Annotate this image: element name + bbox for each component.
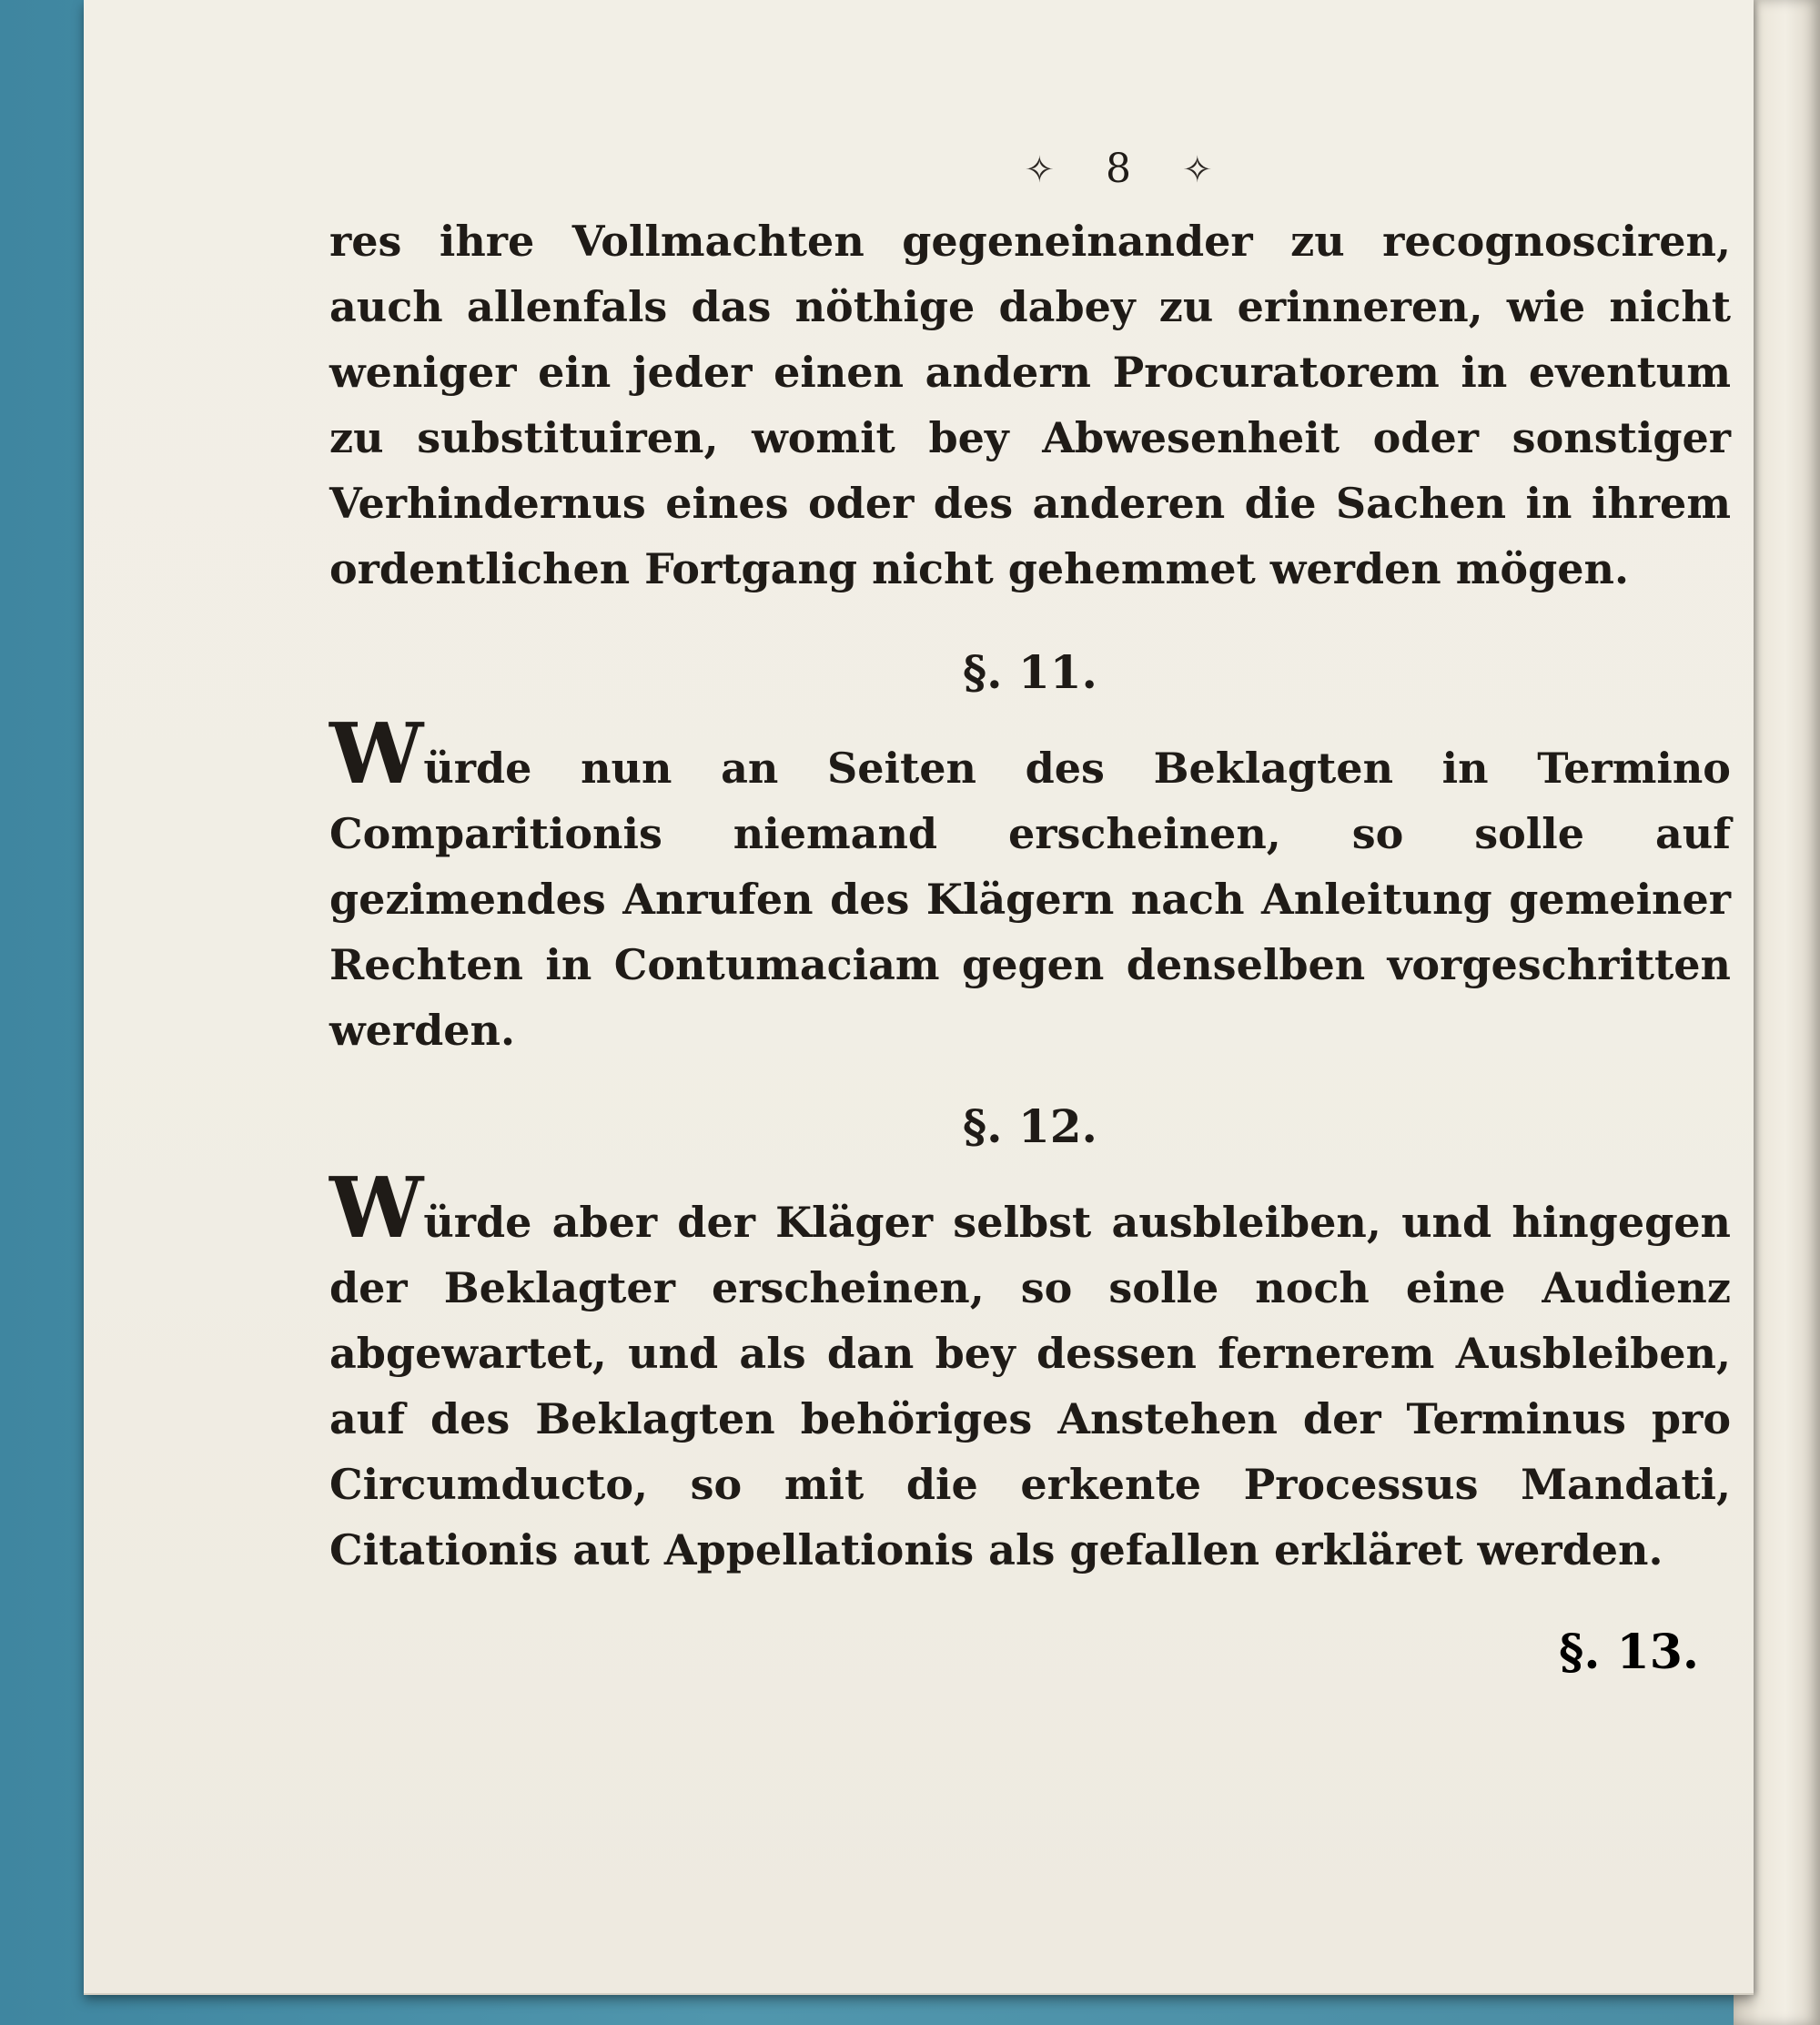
book-page [84, 0, 1754, 1995]
section-11-paragraph [329, 704, 1731, 1063]
catchword: §. 13. [1559, 1625, 1699, 1680]
section-heading-11: §. 11. [963, 645, 1097, 699]
section-heading-12: §. 12. [963, 1099, 1097, 1153]
dropcap-12: W [329, 1159, 424, 1257]
page-content [329, 146, 1731, 1583]
dropcap-11: W [329, 704, 424, 803]
section-12-text: ürde aber der Kläger selbst ausbleiben, und hingegen der Beklagter erscheinen, so solle noch eine Audienz abgewartet, und als dan bey dessen fernerem Ausbleiben, auf des Beklagten behöriges Anstehen der Terminus pro Circumducto, so mit die erkente Processus Mandati, Citationis aut Appellationis als gefallen erkläret werden. [329, 1198, 1731, 1574]
continued-paragraph: res ihre Vollmachten gegeneinander zu recognosciren, auch allenfals das nöthige dabey zu erinneren, wie nicht weniger ein jeder einen andern Procuratorem in eventum zu substituiren, womit bey Abwesenheit oder sonstiger Verhindernus eines oder des anderen die Sachen in ihrem ordentlichen Fortgang nicht gehemmet werden mögen. [329, 217, 1731, 593]
section-12-paragraph [329, 1159, 1731, 1583]
page-header [511, 146, 1731, 192]
section-11-text: ürde nun an Seiten des Beklagten in Termino Comparitionis niemand erscheinen, so solle auf gezimendes Anrufen des Klägern nach Anleitung gemeiner Rechten in Contumaciam gegen denselben vorgeschritten werden. [329, 744, 1731, 1055]
page-number: 8 [1106, 146, 1137, 192]
ornament-left-icon: ✧ [1024, 149, 1060, 191]
ornament-right-icon: ✧ [1182, 149, 1218, 191]
